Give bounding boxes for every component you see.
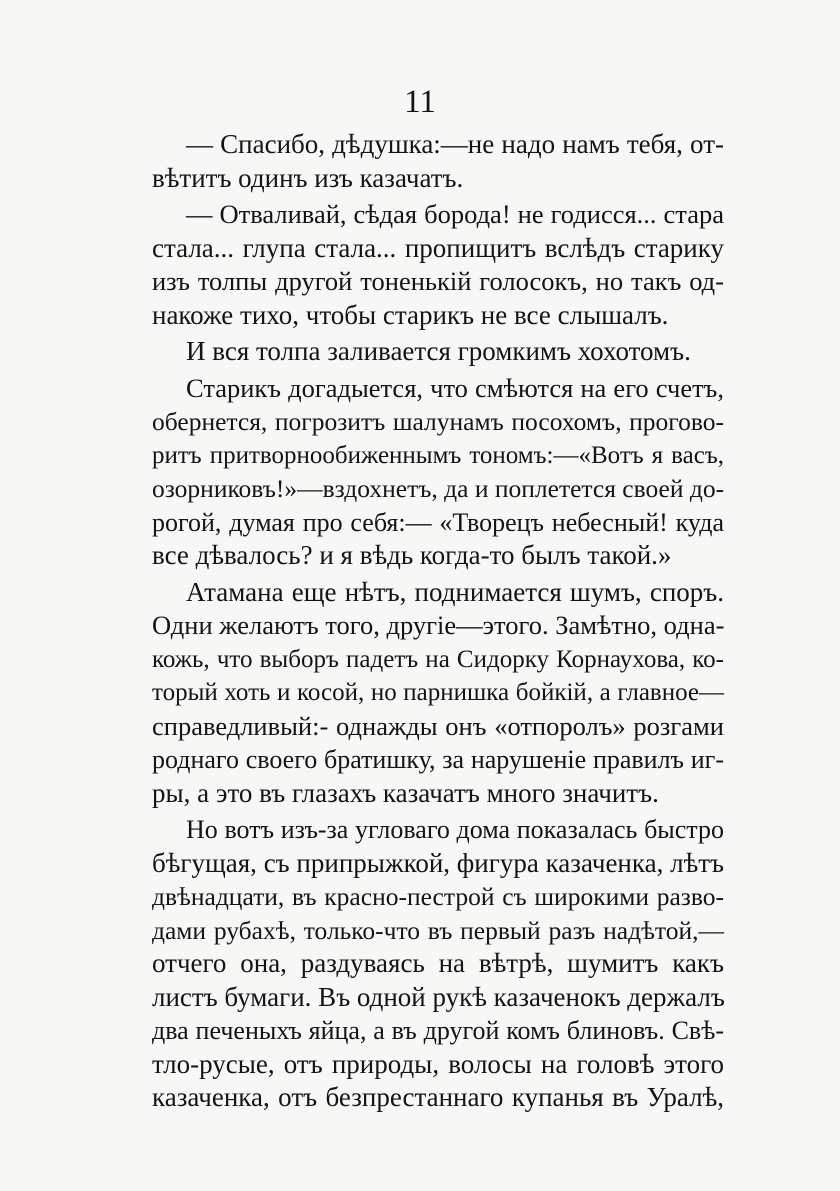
text-line: Но вотъ изъ-за угловаго дома показалась быстро [186, 815, 724, 844]
text-line: казаченка, отъ безпрестаннаго купанья въ Уралѣ, [152, 1082, 724, 1112]
text-line: кожь, что выборъ падетъ на Сидорку Корнаухова, ко- [152, 645, 724, 673]
text-line: бѣгущая, съ припрыжкой, фигура казаченка, лѣтъ [152, 847, 724, 878]
text-line: ритъ притворнообиженнымъ тономъ:—«Вотъ я васъ, [152, 441, 724, 469]
text-line: все дѣвалось? и я вѣдь когда-то былъ такой.» [152, 540, 672, 570]
text-line: справедливый:- однажды онъ «отпоролъ» розгами [152, 710, 724, 741]
text-line: листъ бумаги. Въ одной рукѣ казаченокъ держалъ [152, 981, 725, 1012]
text-line: два печеныхъ яйца, а въ другой комъ блиновъ. Свѣ- [152, 1016, 724, 1045]
text-line: рогой, думая про себя:— «Творецъ небесный! куда [152, 507, 724, 537]
text-line: тло-русые, отъ природы, волосы на головѣ этого [152, 1048, 724, 1079]
text-line: вѣтитъ одинъ изъ казачатъ. [152, 162, 464, 193]
page-number: 11 [404, 84, 436, 120]
text-line: дами рубахѣ, только-что въ первый разъ надѣтой,— [152, 915, 724, 945]
text-line: торый хоть и косой, но парнишка бойкій, а главное— [152, 679, 724, 706]
text-line: — Отваливай, сѣдая борода! не годисся... стара [186, 199, 724, 229]
text-line: — Спасибо, дѣдушка:—не надо намъ тебя, от- [186, 129, 724, 159]
text-line: накоже тихо, чтобы старикъ не все слышалъ. [152, 299, 669, 330]
text-line: изъ толпы другой тоненькій голосокъ, но такъ од- [152, 266, 724, 296]
text-line: отчего она, раздуваясь на вѣтрѣ, шумитъ какъ [152, 948, 724, 978]
text-line: Одни желаютъ того, другіе—этого. Замѣтно, одна- [152, 610, 725, 640]
text-line: Атамана еще нѣтъ, поднимается шумъ, споръ. [186, 576, 724, 607]
body-text [152, 128, 724, 1115]
text-line: И вся толпа заливается громкимъ хохотомъ. [186, 336, 691, 366]
text-line: обернется, погрозитъ шалунамъ посохомъ, прогово- [152, 407, 724, 436]
text-line: двѣнадцати, въ красно-пестрой съ широкими разво- [152, 882, 724, 911]
text-line: роднаго своего братишку, за нарушеніе правилъ иг- [152, 745, 724, 774]
text-line: Старикъ догадыется, что смѣются на его счетъ, [186, 372, 724, 403]
text-line: озорниковъ!»—вздохнетъ, да и поплетется своей до- [152, 474, 725, 503]
text-line: стала... глупа стала... пропищитъ вслѣдъ старику [152, 232, 724, 263]
text-line: ры, а это въ глазахъ казачатъ много значитъ. [152, 777, 659, 808]
